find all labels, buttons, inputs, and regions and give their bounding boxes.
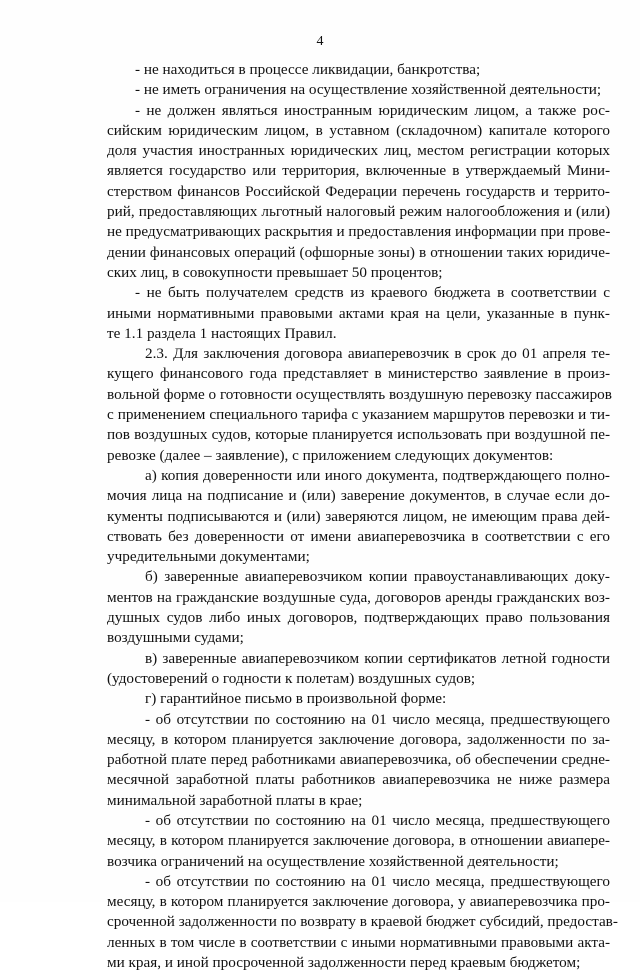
- text-line: месячной заработной платы работников авиаперевозчика не ниже размера: [107, 771, 610, 789]
- text-line: работной плате перед работниками авиаперевозчика, об обеспечении средне-: [107, 751, 610, 769]
- text-line: 2.3. Для заключения договора авиаперевозчик в срок до 01 апреля те-: [145, 345, 610, 363]
- text-line: доля участия иностранных юридических лиц, местом регистрации которых: [107, 142, 610, 160]
- text-line: возчика ограничений на осуществление хозяйственной деятельности;: [107, 852, 559, 870]
- text-line: (удостоверений о годности к полетам) воздушных судов;: [107, 669, 476, 687]
- text-line: пов воздушных судов, которые планируется использовать при воздушной пе-: [107, 426, 610, 444]
- text-line: ментов на гражданские воздушные суда, договоров аренды гражданских воз-: [107, 588, 610, 606]
- text-line: б) заверенные авиаперевозчиком копии правоустанавливающих доку-: [145, 568, 610, 586]
- text-line: минимальной заработной платы в крае;: [107, 791, 363, 809]
- text-line: - не находиться в процессе ликвидации, банкротства;: [135, 61, 481, 78]
- text-line: стерством финансов Российской Федерации перечень государств и террито-: [107, 182, 610, 200]
- text-line: ствовать без доверенности от имени авиаперевозчика в соответствии с его: [107, 527, 610, 545]
- text-line: в) заверенные авиаперевозчиком копии сертификатов летной годности: [145, 649, 610, 667]
- text-line: с применением специального тарифа с указанием маршрутов перевозки и ти-: [107, 406, 610, 424]
- text-line: те 1.1 раздела 1 настоящих Правил.: [107, 324, 337, 342]
- text-line: кументы подписываются и (или) заверяются лицом, не имеющим права дей-: [107, 507, 610, 525]
- text-line: а) копия доверенности или иного документа, подтверждающего полно-: [145, 466, 610, 484]
- page-number: 4: [316, 34, 324, 49]
- text-line: сроченной задолженности по возврату в краевой бюджет субсидий, предостав-: [107, 913, 618, 931]
- text-line: месяцу, в котором планируется заключение договора, у авиаперевозчика про-: [107, 893, 610, 911]
- text-line: кущего финансового года представляет в министерство заявление в произ-: [107, 365, 610, 383]
- text-line: учредительными документами;: [107, 548, 310, 566]
- text-line: - об отсутствии по состоянию на 01 число месяца, предшествующего: [145, 811, 610, 829]
- text-line: дении финансовых операций (офшорные зоны) в отношении таких юридиче-: [107, 243, 610, 261]
- text-line: душных судов либо иных договоров, подтверждающих право пользования: [107, 609, 610, 627]
- text-line: - не быть получателем средств из краевого бюджета в соответствии с: [135, 284, 610, 302]
- text-line: не предусматривающих раскрытия и предоставления информации при прове-: [107, 223, 611, 241]
- text-line: вольной форме о готовности осуществлять воздушную перевозку пассажиров: [107, 385, 612, 403]
- text-line: - не должен являться иностранным юридическим лицом, а также рос-: [135, 101, 610, 119]
- text-line: сийским юридическим лицом, в уставном (складочном) капитале которого: [107, 121, 610, 139]
- text-line: ми края, и иной просроченной задолженности перед краевым бюджетом;: [107, 954, 581, 972]
- text-line: - не иметь ограничения на осуществление хозяйственной деятельности;: [135, 81, 602, 99]
- text-line: мочия лица на подписание и (или) заверение документов, в случае если до-: [107, 487, 610, 505]
- text-line: ленных в том числе в соответствии с иными нормативными правовыми акта-: [107, 933, 610, 951]
- text-line: рий, предоставляющих льготный налоговый режим налогообложения и (или): [107, 203, 610, 221]
- text-line: месяцу, в котором планируется заключение договора, задолженности по за-: [107, 730, 610, 748]
- text-line: ских лиц, в совокупности превышает 50 процентов;: [107, 263, 443, 281]
- text-line: является государство или территория, включенные в утверждаемый Мини-: [107, 162, 610, 180]
- text-line: - об отсутствии по состоянию на 01 число месяца, предшествующего: [145, 710, 610, 728]
- document-body: [107, 60, 618, 973]
- text-line: - об отсутствии по состоянию на 01 число месяца, предшествующего: [145, 872, 610, 890]
- text-line: ревозке (далее – заявление), с приложением следующих документов:: [107, 446, 554, 464]
- text-line: иными нормативными правовыми актами края на цели, указанные в пунк-: [107, 304, 610, 322]
- text-line: месяцу, в котором планируется заключение договора, в отношении авиапере-: [107, 832, 610, 850]
- text-line: воздушными судами;: [107, 629, 244, 647]
- text-line: г) гарантийное письмо в произвольной форме:: [145, 690, 447, 708]
